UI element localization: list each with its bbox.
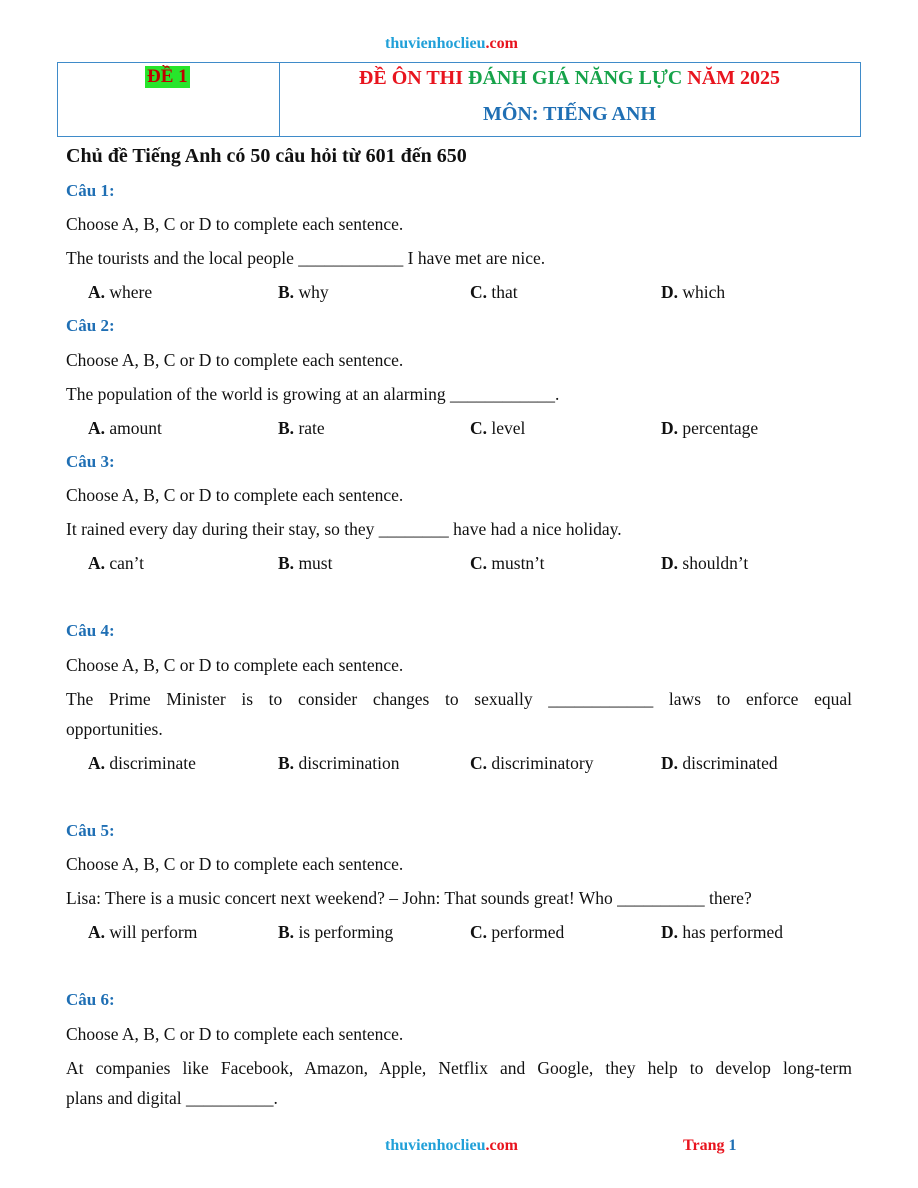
option-c: C. mustn’t [470, 553, 545, 573]
option-d: D. shouldn’t [661, 553, 749, 573]
exam-title: ĐỀ ÔN THI ĐÁNH GIÁ NĂNG LỰC NĂM 2025 [358, 67, 781, 89]
option-c: C. that [470, 282, 518, 302]
topic-heading: Chủ đề Tiếng Anh có 50 câu hỏi từ 601 đến 650 [66, 145, 467, 167]
page-number: Trang 1 [683, 1137, 737, 1154]
option-a: A. discriminate [88, 753, 196, 773]
option-b: B. is performing [278, 922, 394, 942]
question-label: Câu 6: [66, 990, 115, 1009]
question-stem-continued: plans and digital __________. [66, 1088, 278, 1108]
question-stem: It rained every day during their stay, so they ________ have had a nice holiday. [66, 519, 622, 539]
option-c: C. level [470, 418, 526, 438]
option-a: A. can’t [88, 553, 145, 573]
option-a: A. where [88, 282, 153, 302]
question-label: Câu 4: [66, 621, 115, 640]
option-c: C. performed [470, 922, 565, 942]
option-c: C. discriminatory [470, 753, 594, 773]
site-footer: thuvienhoclieu.com [385, 1137, 518, 1154]
question-label: Câu 3: [66, 452, 115, 471]
option-a: A. will perform [88, 922, 198, 942]
option-b: B. must [278, 553, 333, 573]
option-d: D. has performed [661, 922, 783, 942]
question-stem: The tourists and the local people ____________ I have met are nice. [66, 248, 546, 268]
question-label: Câu 5: [66, 821, 115, 840]
question-instruction: Choose A, B, C or D to complete each sentence. [66, 1024, 404, 1044]
exam-subject: MÔN: TIẾNG ANH [483, 103, 656, 125]
question-instruction: Choose A, B, C or D to complete each sentence. [66, 854, 404, 874]
question-stem: Lisa: There is a music concert next weekend? – John: That sounds great! Who __________ there? [66, 888, 752, 908]
option-b: B. rate [278, 418, 325, 438]
option-b: B. why [278, 282, 329, 302]
option-d: D. percentage [661, 418, 759, 438]
option-a: A. amount [88, 418, 162, 438]
option-d: D. which [661, 282, 726, 302]
question-instruction: Choose A, B, C or D to complete each sentence. [66, 485, 404, 505]
question-instruction: Choose A, B, C or D to complete each sentence. [66, 350, 404, 370]
option-b: B. discrimination [278, 753, 400, 773]
question-instruction: Choose A, B, C or D to complete each sentence. [66, 214, 404, 234]
question-stem: The population of the world is growing at an alarming ____________. [66, 384, 560, 404]
question-stem-continued: opportunities. [66, 719, 163, 739]
question-label: Câu 1: [66, 181, 115, 200]
question-instruction: Choose A, B, C or D to complete each sentence. [66, 655, 404, 675]
site-header: thuvienhoclieu.com [385, 35, 518, 52]
question-stem: At companies like Facebook, Amazon, Apple, Netflix and Google, they help to develop long-term [66, 1058, 852, 1078]
option-d: D. discriminated [661, 753, 778, 773]
question-stem: The Prime Minister is to consider changes to sexually ____________ laws to enforce equal [66, 689, 852, 709]
exam-number-label: ĐỀ 1 [147, 66, 188, 87]
question-label: Câu 2: [66, 316, 115, 335]
